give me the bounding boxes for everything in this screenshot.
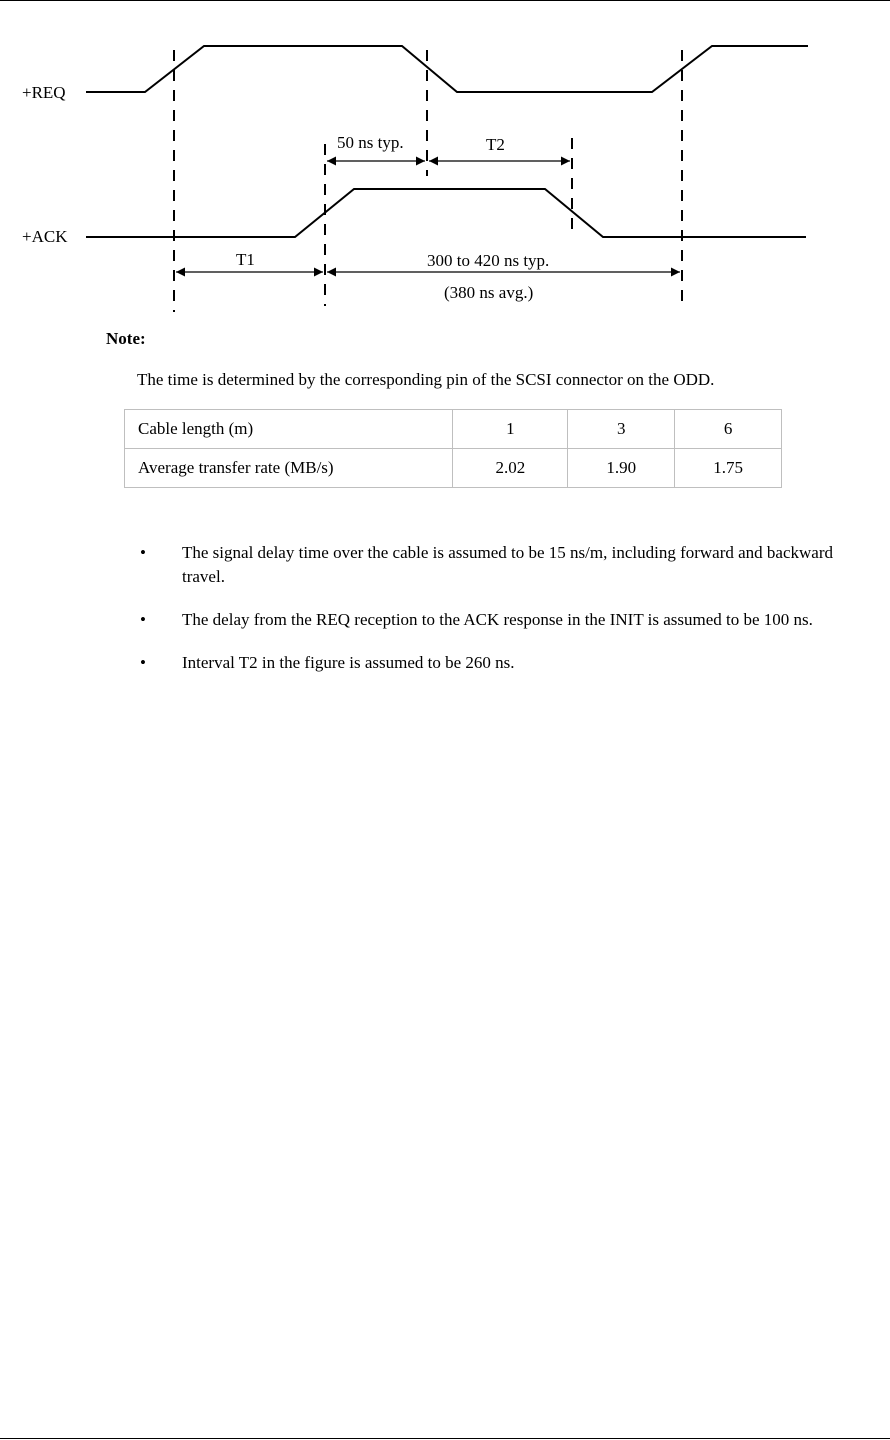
row-header-cable-length: Cable length (m) <box>125 410 453 449</box>
bullet-icon: • <box>140 653 146 672</box>
table-row <box>125 410 782 449</box>
t1-label: T1 <box>236 250 255 269</box>
table-cell: 3 <box>568 410 675 449</box>
transfer-rate-table <box>124 409 782 488</box>
table-cell: 2.02 <box>453 449 568 488</box>
req-waveform <box>86 46 808 92</box>
assumption-list <box>140 541 880 694</box>
list-item-text: Interval T2 in the figure is assumed to be 260 ns. <box>182 653 515 672</box>
ack-waveform <box>86 189 806 237</box>
note-label: Note: <box>106 329 146 348</box>
bullet-icon: • <box>140 610 146 629</box>
bottom-rule <box>0 1438 890 1439</box>
list-item <box>140 651 880 675</box>
range-label: 300 to 420 ns typ. <box>427 251 550 270</box>
table-cell: 6 <box>675 410 782 449</box>
bullet-icon: • <box>140 543 146 562</box>
table-cell: 1.75 <box>675 449 782 488</box>
table-cell: 1 <box>453 410 568 449</box>
fifty-ns-label: 50 ns typ. <box>337 133 404 152</box>
t2-label: T2 <box>486 135 505 154</box>
table-row <box>125 449 782 488</box>
avg-label: (380 ns avg.) <box>444 283 534 302</box>
list-item <box>140 541 880 589</box>
list-item-text: The signal delay time over the cable is assumed to be 15 ns/m, including forward and backward travel. <box>182 543 834 586</box>
table-cell: 1.90 <box>568 449 675 488</box>
req-signal-label: +REQ <box>22 83 66 102</box>
ack-signal-label: +ACK <box>22 227 68 246</box>
row-header-transfer-rate: Average transfer rate (MB/s) <box>125 449 453 488</box>
list-item-text: The delay from the REQ reception to the ACK response in the INIT is assumed to be 100 ns. <box>182 610 813 629</box>
timing-diagram <box>0 0 890 320</box>
list-item <box>140 608 880 632</box>
note-text: The time is determined by the corresponding pin of the SCSI connector on the ODD. <box>137 370 715 389</box>
